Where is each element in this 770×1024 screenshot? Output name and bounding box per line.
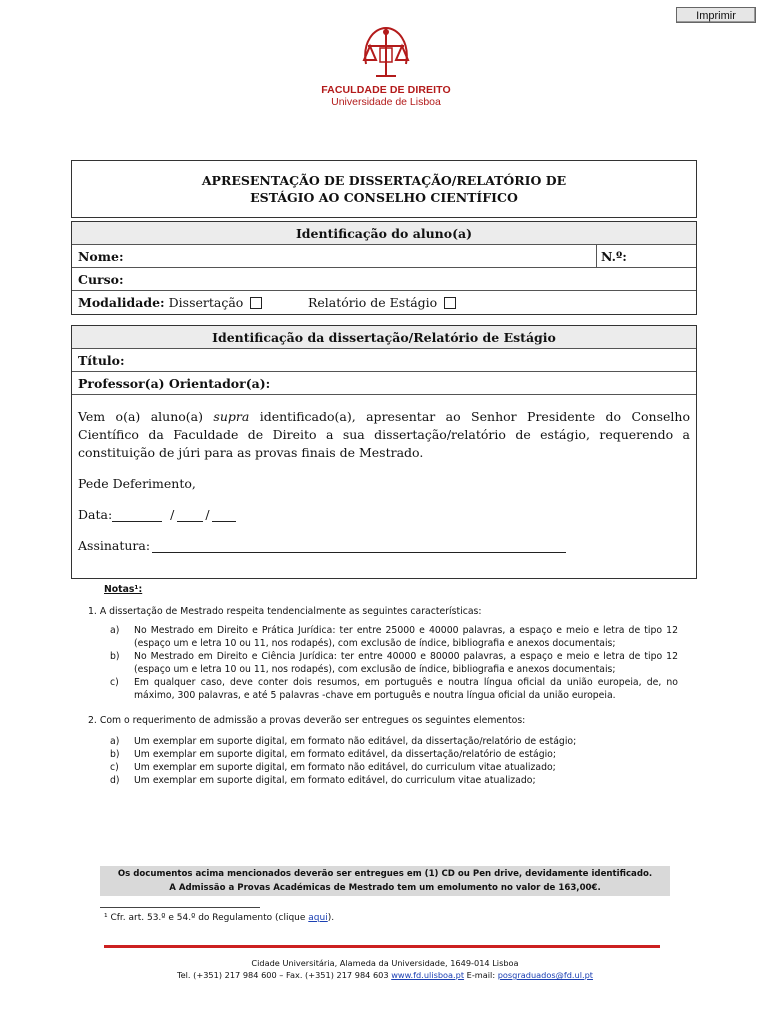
modality-row	[72, 291, 696, 314]
faculty-logo	[318, 24, 454, 108]
signature-label: Assinatura:	[78, 538, 151, 553]
website-link[interactable]: www.fd.ulisboa.pt	[391, 970, 465, 980]
logo-line-faculty: FACULDADE DE DIREITO	[321, 84, 451, 96]
list-item: a) No Mestrado em Direito e Prática Jurídica: ter entre 25000 e 40000 palavras, a espaço e meio e letra de tipo 12 (espaço um e letra 10 ou 11, nos rodapés), com exclusão de índice, bibliografia e anexos documentais;	[110, 625, 678, 649]
footer-address: Cidade Universitária, Alameda da Universidade, 1649-014 Lisboa	[251, 958, 519, 968]
student-section	[71, 221, 697, 315]
modality-label: Modalidade:	[78, 295, 165, 310]
date-day-field[interactable]	[112, 509, 162, 522]
date-line: Data: / /	[72, 491, 696, 522]
footnote: ¹ Cfr. art. 53.º e 54.º do Regulamento (clique aqui).	[104, 913, 335, 923]
footnote-divider	[100, 907, 260, 908]
name-row[interactable]	[72, 245, 696, 268]
date-month-field[interactable]	[177, 509, 203, 522]
request-paragraph: Vem o(a) aluno(a) supra identificado(a), apresentar ao Senhor Presidente do Conselho Científico da Faculdade de Direito a sua dissertação/relatório de estágio, requerendo a constituição de júri para as provas finais de Mestrado.	[78, 409, 690, 460]
list-item: d) Um exemplar em suporte digital, em formato editável, do curriculum vitae atualizado;	[110, 775, 536, 786]
footer-contact: Tel. (+351) 217 984 600 – Fax. (+351) 217 984 603 www.fd.ulisboa.pt E-mail: posgraduados@fd.ul.pt	[177, 970, 593, 980]
student-number-label[interactable]: N.º:	[596, 245, 627, 268]
dissertation-section-heading: Identificação da dissertação/Relatório de Estágio	[72, 326, 696, 349]
date-year-field[interactable]	[212, 509, 236, 522]
dissertation-section	[71, 325, 697, 579]
advisor-label: Professor(a) Orientador(a):	[78, 376, 271, 391]
title-row[interactable]	[72, 349, 696, 372]
banner-line1: Os documentos acima mencionados deverão ser entregues em (1) CD ou Pen drive, devidamente identificado.	[117, 869, 653, 879]
notes-item2-intro: 2. Com o requerimento de admissão a provas deverão ser entregues os seguintes elementos:	[88, 715, 526, 726]
banner-line2: A Admissão a Provas Académicas de Mestrado tem um emolumento no valor de 163,00€.	[169, 883, 601, 893]
notes-item1-intro: 1. A dissertação de Mestrado respeita tendencialmente as seguintes características:	[88, 606, 482, 617]
list-item: b) No Mestrado em Direito e Ciência Jurídica: ter entre 40000 e 80000 palavras, a espaço e meio e letra de tipo 12 (espaço um e letra 10 ou 11, nos rodapés), com exclusão de índice, bibliografia e anexos documentais;	[110, 651, 678, 675]
course-row[interactable]	[72, 268, 696, 291]
notes-section	[88, 583, 678, 787]
notes-item1-list	[88, 624, 678, 702]
scales-of-justice-icon	[356, 24, 416, 82]
signature-field[interactable]	[152, 540, 566, 553]
logo-line-university: Universidade de Lisboa	[331, 96, 441, 108]
course-label: Curso:	[78, 272, 124, 287]
email-link[interactable]: posgraduados@fd.ul.pt	[497, 970, 593, 980]
internship-report-checkbox[interactable]	[444, 297, 456, 309]
list-item: a) Um exemplar em suporte digital, em formato não editável, da dissertação/relatório de estágio;	[110, 736, 577, 747]
signature-line	[72, 522, 696, 553]
print-button[interactable]: Imprimir	[676, 7, 756, 23]
list-item: c) Um exemplar em suporte digital, em formato não editável, do curriculum vitae atualizado;	[110, 762, 556, 773]
request-closing: Pede Deferimento,	[78, 476, 196, 491]
name-label: Nome:	[78, 249, 124, 264]
advisor-row[interactable]	[72, 372, 696, 395]
student-section-heading: Identificação do aluno(a)	[72, 222, 696, 245]
option-internship-report-label: Relatório de Estágio	[308, 295, 438, 310]
option-dissertation-label: Dissertação	[168, 295, 244, 310]
form-title-line1: APRESENTAÇÃO DE DISSERTAÇÃO/RELATÓRIO DE	[201, 173, 567, 188]
list-item: c) Em qualquer caso, deve conter dois resumos, em português e noutra língua oficial da união europeia, de, no máximo, 300 palavras, e até 5 palavras -chave em português e noutra língua oficial da união europeia.	[110, 677, 678, 701]
list-item: b) Um exemplar em suporte digital, em formato editável, da dissertação/relatório de estágio;	[110, 749, 557, 760]
dissertation-title-label: Título:	[78, 353, 125, 368]
date-label: Data:	[78, 507, 113, 522]
form-title-line2: ESTÁGIO AO CONSELHO CIENTÍFICO	[250, 190, 518, 205]
form-title-box	[71, 160, 697, 218]
notes-label: Notas¹:	[104, 584, 143, 595]
footer-divider	[104, 945, 660, 948]
submission-notice-banner	[100, 866, 670, 896]
notes-item2-list	[88, 735, 678, 787]
dissertation-checkbox[interactable]	[250, 297, 262, 309]
regulation-link[interactable]: aqui	[308, 913, 328, 923]
